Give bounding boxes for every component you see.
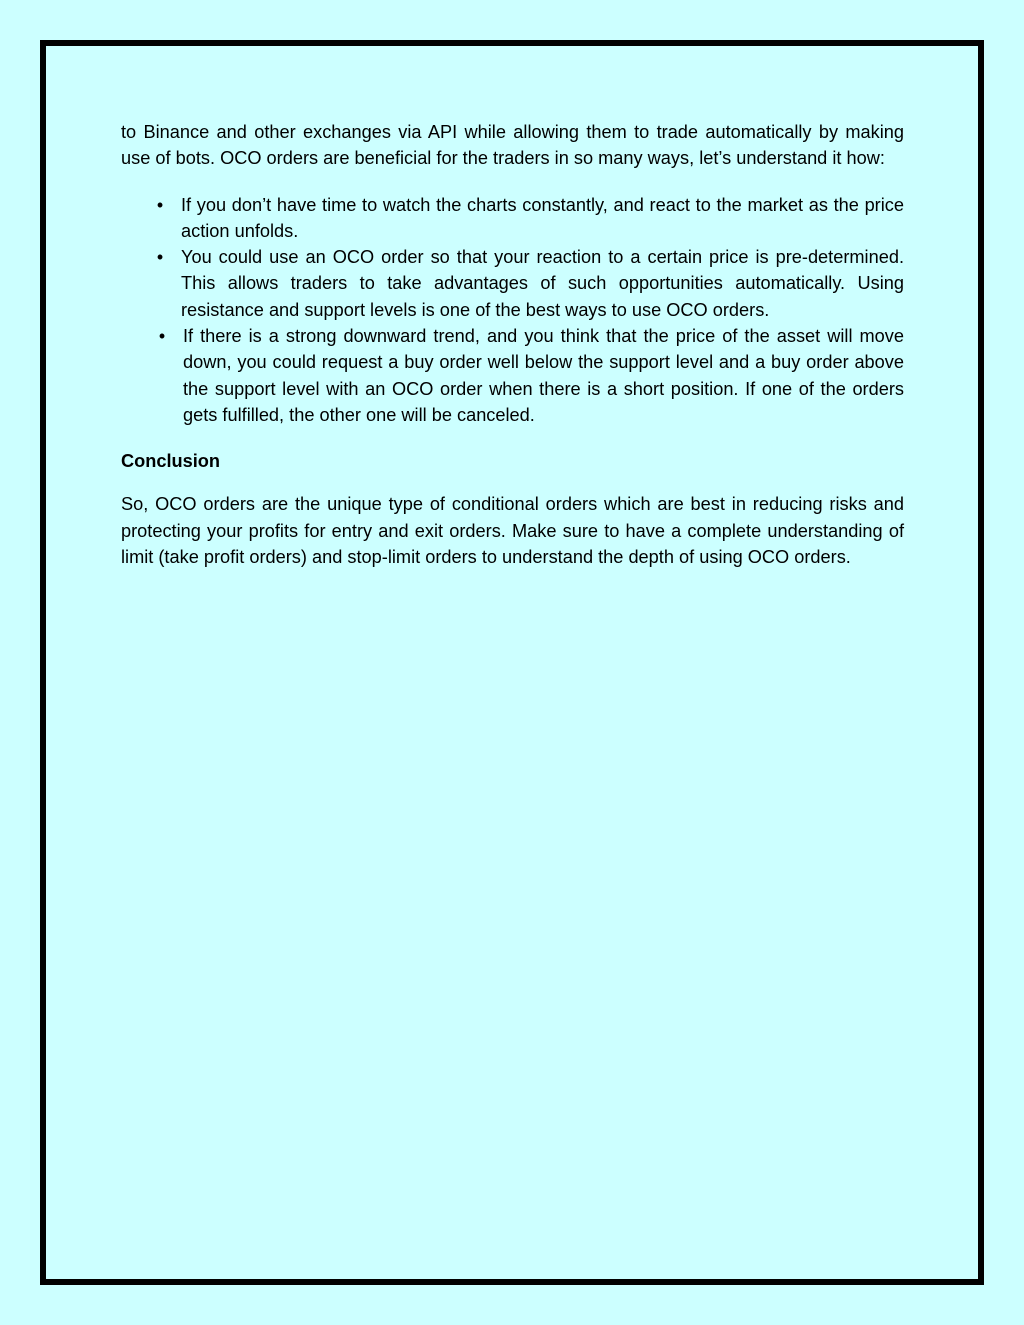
bullet-icon: • bbox=[158, 326, 166, 347]
bullet-icon: • bbox=[156, 247, 164, 268]
document-body bbox=[121, 119, 904, 570]
list-item bbox=[121, 192, 904, 245]
intro-paragraph: to Binance and other exchanges via API while allowing them to trade automatically by making use of bots. OCO orders are beneficial for the traders in so many ways, let’s understand it how: bbox=[121, 122, 904, 169]
list-item bbox=[121, 323, 904, 428]
conclusion-paragraph: So, OCO orders are the unique type of conditional orders which are best in reducing risks and protecting your profits for entry and exit orders. Make sure to have a complete understanding of limit (take profit orders) and stop-limit orders to understand the depth of using OCO orders. bbox=[121, 494, 904, 567]
benefits-list bbox=[121, 192, 904, 429]
list-item-text: If you don’t have time to watch the charts constantly, and react to the market as the price action unfolds. bbox=[181, 194, 904, 241]
list-item-text: If there is a strong downward trend, and you think that the price of the asset will move down, you could request a buy order well below the support level and a buy order above the support level with an OCO order when there is a short position. If one of the orders gets fulfilled, the other one will be canceled. bbox=[183, 326, 904, 425]
list-item-text: You could use an OCO order so that your reaction to a certain price is pre-determined. This allows traders to take advantages of such opportunities automatically. Using resistance and support levels is one of the best ways to use OCO orders. bbox=[181, 247, 904, 320]
conclusion-heading: Conclusion bbox=[121, 451, 221, 472]
list-item bbox=[121, 244, 904, 323]
bullet-icon: • bbox=[156, 194, 164, 215]
